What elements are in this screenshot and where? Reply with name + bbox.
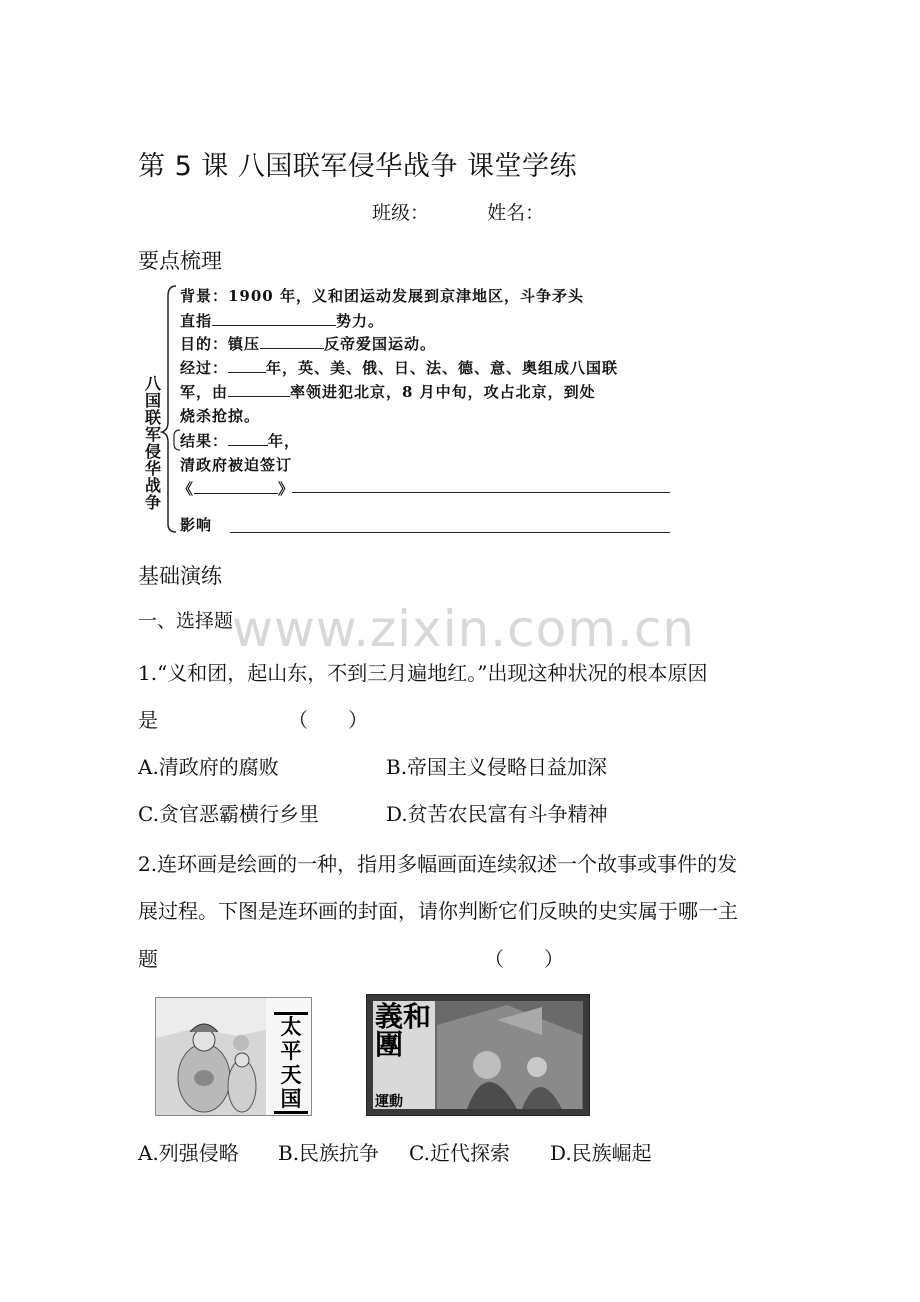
outline-result-line3: 《 》: [178, 480, 295, 498]
comic-cover-boxer-subtitle: 運動: [375, 1094, 403, 1110]
outline-impact-answer-line: [230, 532, 670, 533]
question-1-option-d: D.贫苦农民富有斗争精神: [386, 802, 608, 826]
question-2-option-c: C.近代探索: [409, 1141, 510, 1165]
comic-cover-boxer-image: [366, 994, 590, 1116]
outline-process-line2: 军，由 率领进犯北京，8 月中旬，攻占北京，到处: [180, 383, 596, 401]
outline-background-line2: 直指 势力。: [180, 312, 385, 330]
question-2-option-d: D.民族崛起: [550, 1141, 652, 1165]
section-key-points: 要点梳理: [138, 249, 222, 273]
comic-cover-taiping-title: 太平天国: [274, 1012, 308, 1114]
part-one-heading: 一、选择题: [138, 610, 234, 632]
comic-cover-taiping-image: [155, 997, 312, 1116]
outline-process-line1: 经过： 年，英、美、俄、日、法、德、意、奥组成八国联: [180, 359, 619, 377]
class-name-line: [372, 198, 544, 225]
question-2-line1: 2.连环画是绘画的一种，指用多幅画面连续叙述一个故事或事件的发: [138, 852, 738, 876]
page-title: 第 5 课 八国联军侵华战争 课堂学练: [138, 151, 578, 182]
question-1-option-a: A.清政府的腐败: [138, 755, 279, 779]
section-basic-practice: 基础演练: [138, 564, 222, 588]
question-2-option-a: A.列强侵略: [138, 1141, 239, 1165]
outline-process-line3: 烧杀抢掠。: [180, 407, 261, 425]
question-2-line3: 题 （ ）: [138, 947, 564, 971]
name-label: 姓名：: [487, 202, 545, 224]
outline-result-line2: 清政府被迫签订: [180, 456, 293, 474]
outline-purpose: 目的：镇压 反帝爱国运动。: [180, 335, 437, 353]
outline-vertical-label: 八 国 联 军 侵 华 战 争: [144, 374, 161, 512]
class-label: 班级：: [372, 202, 430, 224]
outline-result-answer-line: [292, 492, 670, 493]
question-1-option-c: C.贪官恶霸横行乡里: [138, 802, 319, 826]
outline-result-line1: 结果： 年，: [180, 432, 301, 450]
question-1-option-b: B.帝国主义侵略日益加深: [386, 755, 608, 779]
outline-impact-label: 影响: [180, 516, 213, 534]
comic-cover-boxer-title: 義和團: [375, 1000, 432, 1061]
question-1-line2: 是 （ ）: [138, 708, 368, 732]
question-1-line1: 1.“义和团，起山东，不到三月遍地红。”出现这种状况的根本原因: [138, 661, 708, 685]
outline-background-line1: 背景：1900 年，义和团运动发展到京津地区，斗争矛头: [180, 287, 584, 305]
question-2-option-b: B.民族抗争: [278, 1141, 380, 1165]
question-2-line2: 展过程。下图是连环画的封面，请你判断它们反映的史实属于哪一主: [138, 899, 738, 923]
watermark: www.zixin.com.cn: [232, 600, 696, 658]
